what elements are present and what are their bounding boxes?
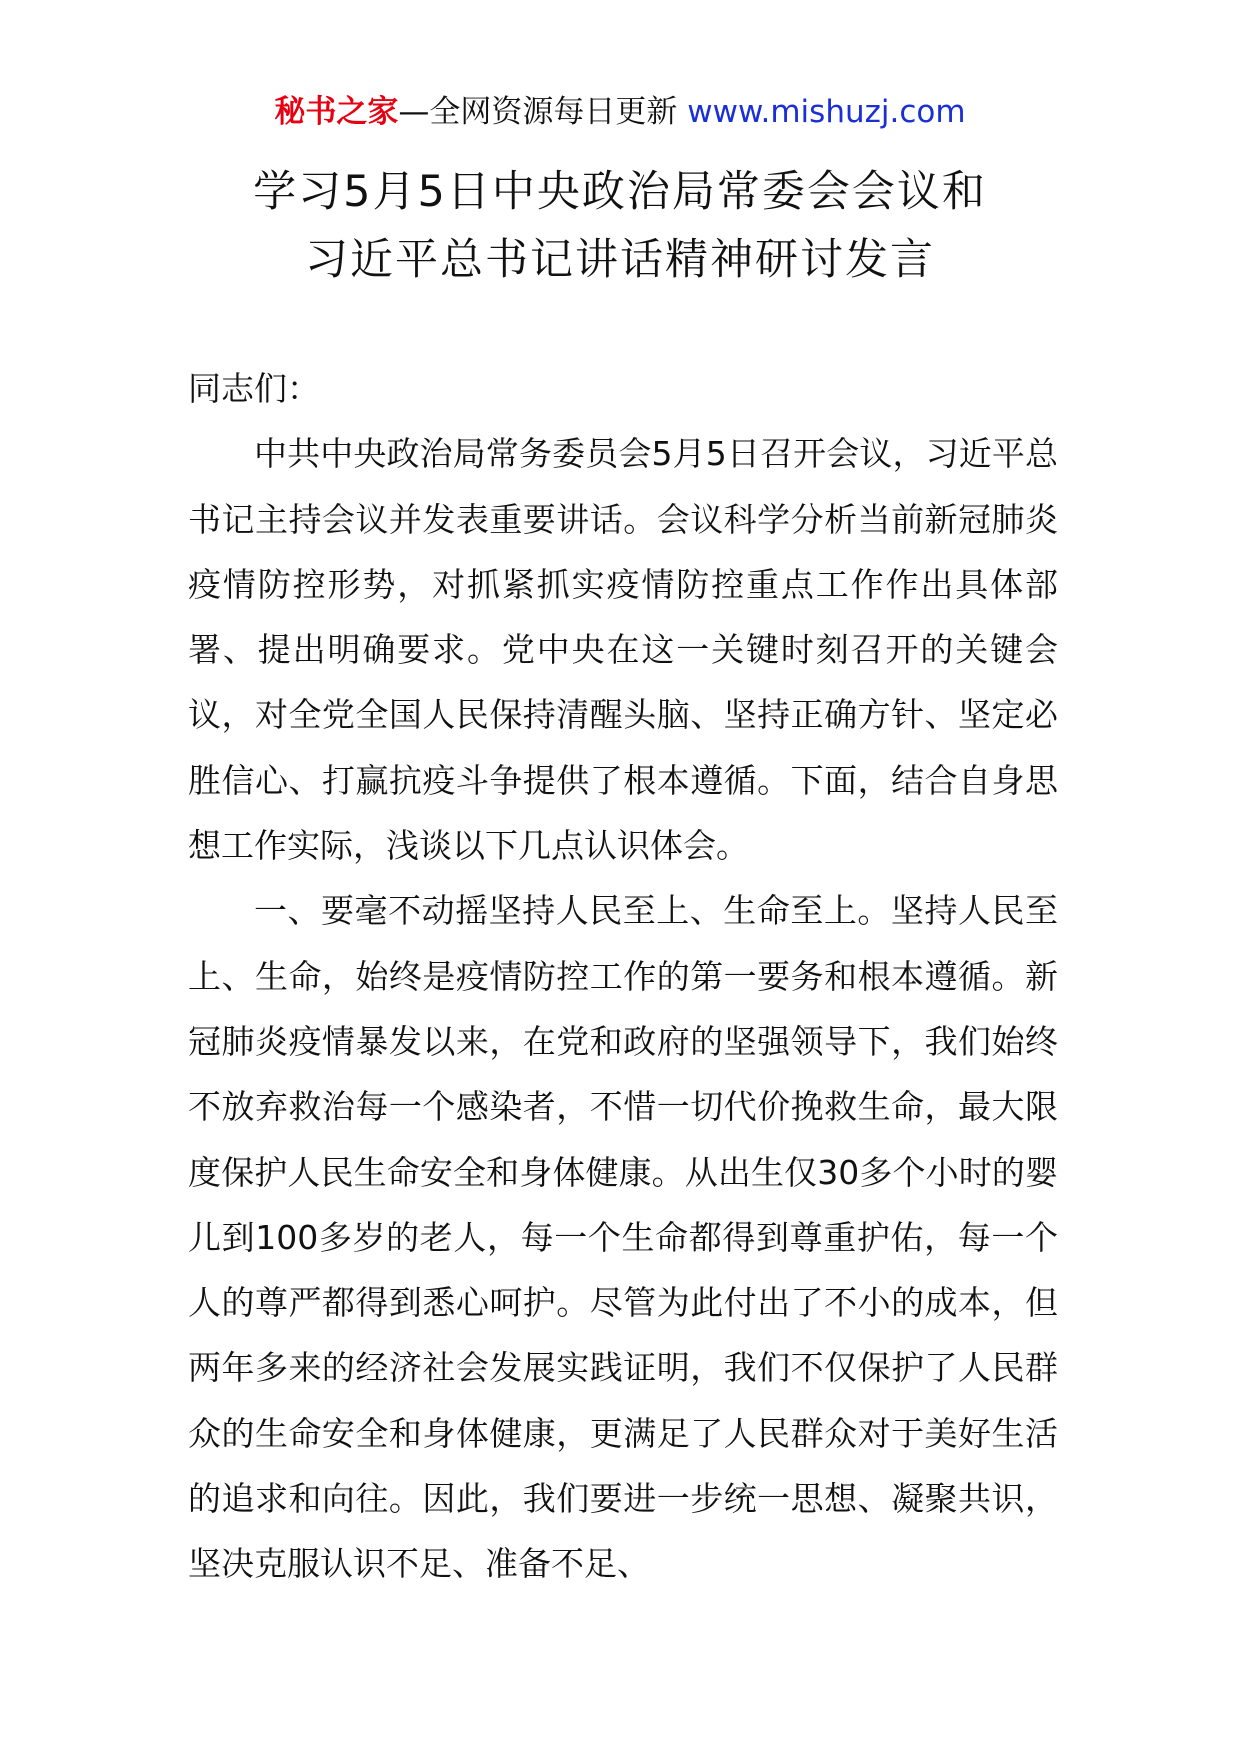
site-url-link[interactable]: www.mishuzj.com	[687, 94, 966, 130]
salutation: 同志们：	[188, 369, 320, 408]
paragraph-section-one: 一、要毫不动摇坚持人民至上、生命至上。坚持人民至上、生命，始终是疫情防控工作的第一要务和根本遵循。新冠肺炎疫情暴发以来，在党和政府的坚强领导下，我们始终不放弃救治每一个感染者，不惜一切代价挽救生命，最大限度保护人民生命安全和身体健康。从出生仅30多个小时的婴儿到100多岁的老人，每一个生命都得到尊重护佑，每一个人的尊严都得到悉心呵护。尽管为此付出了不小的成本，但两年多来的经济社会发展实践证明，我们不仅保护了人民群众的生命安全和身体健康，更满足了人民群众对于美好生活的追求和向往。因此，我们要进一步统一思想、凝聚共识，坚决克服认识不足、准备不足、	[188, 891, 1058, 1584]
title-line-2: 习近平总书记讲话精神研讨发言	[305, 235, 935, 285]
document-title	[0, 158, 1240, 294]
document-body	[188, 356, 1058, 1597]
paragraph-intro: 中共中央政治局常务委员会5月5日召开会议，习近平总书记主持会议并发表重要讲话。会议科学分析当前新冠肺炎疫情防控形势，对抓紧抓实疫情防控重点工作作出具体部署、提出明确要求。党中央在这一关键时刻召开的关键会议，对全党全国人民保持清醒头脑、坚持正确方针、坚定必胜信心、打赢抗疫斗争提供了根本遵循。下面，结合自身思想工作实际，浅谈以下几点认识体会。	[188, 434, 1058, 866]
title-line-1: 学习5月5日中央政治局常委会会议和	[253, 167, 987, 217]
header-slogan: —全网资源每日更新	[398, 94, 688, 130]
site-header	[0, 92, 1240, 132]
brand-name: 秘书之家	[274, 94, 399, 130]
